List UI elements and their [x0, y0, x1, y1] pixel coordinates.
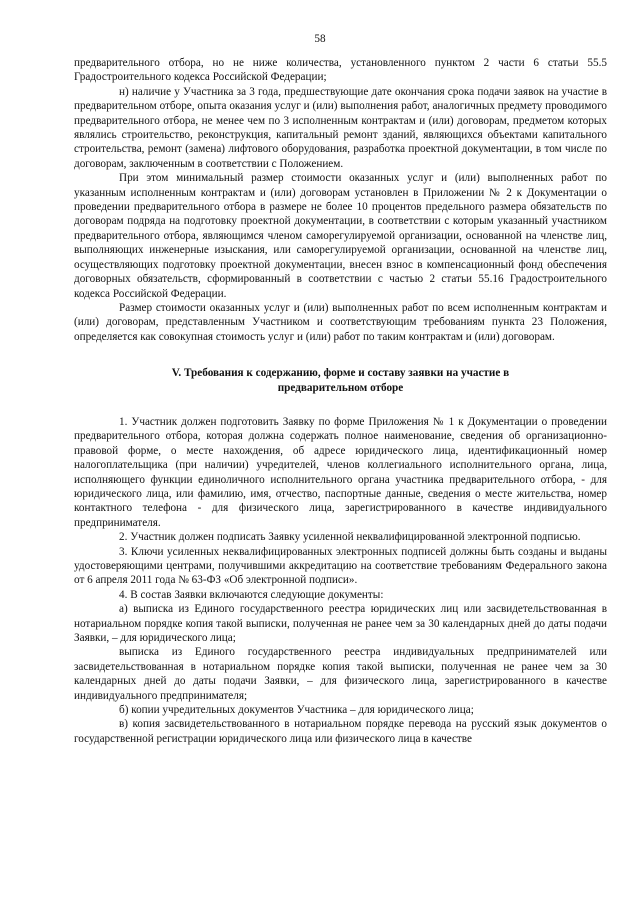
document-body [74, 56, 607, 746]
section-title-line-1: V. Требования к содержанию, форме и составу заявки на участие в [171, 367, 510, 380]
paragraph-item-n: н) наличие у Участника за 3 года, предшествующие дате окончания срока подачи заявок на участие в предварительном отборе, опыта оказания услуг и (или) выполнения работ, аналогичных предмету проводимого предварительного отбора, не менее чем по 3 исполненным контрактам и (или) договорам, предметом которых являлись строительство, реконструкция, капитальный ремонт зданий, являющихся объектами капитального строительства, ремонт (замена) лифтового оборудования, разработка проектной документации, в том числе по договорам, заключенным в соответствии с Положением. [74, 85, 607, 170]
paragraph-item-2: 2. Участник должен подписать Заявку усиленной неквалифицированной электронной подписью. [119, 531, 581, 544]
paragraph-minimum-cost: При этом минимальный размер стоимости оказанных услуг и (или) выполненных работ по указанным исполненным контрактам и (или) договорам установлен в Приложении № 2 к Документации о проведении предварительного отбора в размере не более 10 процентов предельного размера обязательств по договорам подряда на подготовку проектной документации, в соответствии с которым указанный участником предварительного отбора, являющимся членом саморегулируемой организации, основанной на членстве лиц, выполняющих инженерные изыскания, или саморегулируемой организации, основанной на членстве лиц, осуществляющих подготовку проектной документации, внесен взнос в компенсационный фонд обеспечения договорных обязательств, сформированный в соответствии с частью 2 статьи 55.16 Градостроительного кодекса Российской Федерации. [74, 172, 607, 300]
paragraph-item-4b: б) копии учредительных документов Участника – для юридического лица; [119, 704, 474, 717]
paragraph-item-4v: в) копия засвидетельствованного в нотариальном порядке перевода на русский язык документов о государственной регистрации юридического лица или физического лица в качестве [74, 718, 607, 745]
paragraph-item-3: 3. Ключи усиленных неквалифицированных электронных подписей должны быть созданы и выданы удостоверяющими центрами, получившими аккредитацию на соответствие требованиям Федерального закона от 6 апреля 2011 года № 63-ФЗ «Об электронной подписи». [74, 545, 607, 587]
section-title [74, 366, 607, 395]
paragraph-cost-total: Размер стоимости оказанных услуг и (или) выполненных работ по всем исполненным контрактам и (или) договорам, представленным Участником и соответствующим требованиям пункта 23 Положения, определяется как совокупная стоимость услуг и (или) работ по таким контрактам и (или) договорам. [74, 301, 607, 343]
section-title-line-2: предварительном отборе [277, 381, 404, 394]
paragraph-item-1: 1. Участник должен подготовить Заявку по форме Приложения № 1 к Документации о проведении предварительного отбора, которая должна содержать полное наименование, сведения об организационно-правовой форме, о месте нахождения, об адресе юридического лица, идентификационный номер налогоплательщика (при наличии) учредителей, членов коллегиального исполнительного органа, лица, исполняющего функции единоличного исполнительного органа участника предварительного отбора, - для юридического лица, или фамилию, имя, отчество, паспортные данные, сведения о месте жительства, номер контактного телефона - для физического лица, зарегистрированного в качестве индивидуального предпринимателя. [74, 415, 607, 529]
paragraph-item-4a: а) выписка из Единого государственного реестра юридических лиц или засвидетельствованная в нотариальном порядке копия такой выписки, полученная не ранее чем за 30 календарных дней до даты подачи Заявки, – для юридического лица; [74, 603, 607, 645]
paragraph-item-4: 4. В состав Заявки включаются следующие документы: [119, 588, 384, 601]
paragraph-item-4a-ip: выписка из Единого государственного реестра индивидуальных предпринимателей или засвидетельствованная в нотариальном порядке копия такой выписки, полученная не ранее чем за 30 календарных дней до даты подачи Заявки, – для физического лица, зарегистрированного в качестве индивидуального предпринимателя; [74, 646, 607, 702]
page-number: 58 [314, 33, 326, 45]
paragraph-continuation: предварительного отбора, но не ниже количества, установленного пунктом 2 части 6 статьи 55.5 Градостроительного кодекса Российской Федерации; [74, 57, 607, 84]
